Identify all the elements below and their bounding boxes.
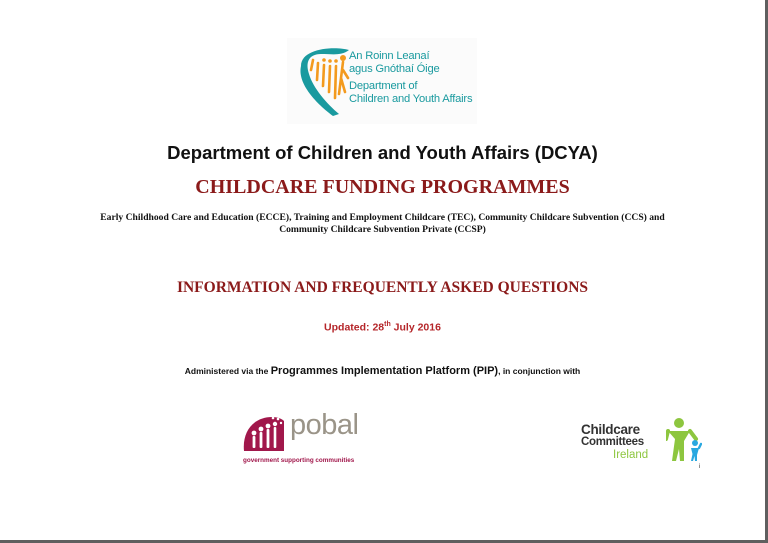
- dcya-logo-text: [349, 50, 472, 106]
- childcare-committees-ireland-logo: [578, 417, 703, 472]
- dcya-logo: [287, 38, 477, 124]
- programmes-line2: Community Childcare Subvention Private (CCSP): [279, 224, 486, 235]
- dcya-english-line1: Department of: [349, 80, 418, 92]
- administered-prefix: Administered via the: [184, 366, 271, 376]
- administered-line: [0, 365, 765, 377]
- administered-suffix: , in conjunction with: [498, 366, 581, 376]
- dcya-irish-line1: An Roinn Leanaí: [349, 50, 430, 62]
- ccc-logo-text: [581, 423, 648, 462]
- programmes-list: [0, 212, 765, 236]
- ccc-line1: Childcare: [581, 422, 640, 437]
- adult-child-figures-icon: [666, 417, 702, 467]
- faq-title: INFORMATION AND FREQUENTLY ASKED QUESTIONS: [176, 279, 589, 296]
- pobal-people-icon: [242, 413, 286, 453]
- programmes-line1: Early Childhood Care and Education (ECCE), Training and Employment Childcare (TEC), Community Childcare Subvention (CCS) and: [100, 212, 665, 223]
- ccc-line2: Committees: [581, 436, 644, 448]
- pobal-wordmark: pobal: [290, 409, 359, 441]
- pobal-tagline: government supporting communities: [243, 457, 355, 464]
- updated-label: Updated: 28: [324, 321, 385, 334]
- harp-with-children-icon: [295, 44, 351, 116]
- stray-mark: i: [699, 464, 701, 470]
- dcya-english-line2: Children and Youth Affairs: [349, 93, 473, 105]
- document-heading: Department of Children and Youth Affairs (DCYA): [167, 142, 598, 163]
- ccc-line3: Ireland: [613, 449, 649, 461]
- updated-date: [0, 321, 765, 334]
- dcya-irish-line2: agus Gnóthaí Óige: [349, 63, 440, 75]
- platform-name: Programmes Implementation Platform (PIP): [270, 365, 499, 377]
- updated-rest: July 2016: [390, 321, 441, 334]
- pobal-logo: [240, 409, 390, 468]
- updated-superscript: th: [384, 321, 391, 328]
- programme-title: CHILDCARE FUNDING PROGRAMMES: [195, 176, 570, 198]
